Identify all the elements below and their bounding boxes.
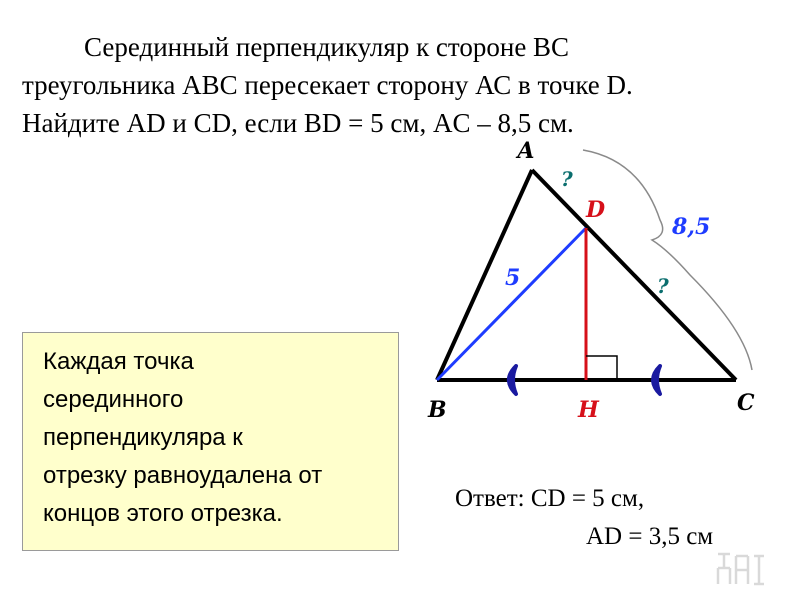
side-ac <box>532 170 736 380</box>
theorem-line-4: отрезку равноудалена от <box>43 462 323 489</box>
theorem-box <box>22 332 399 551</box>
length-brace <box>583 150 752 370</box>
problem-line-1: Серединный перпендикуляр к стороне ВС <box>84 32 570 62</box>
theorem-line-5: концов этого отрезка. <box>43 500 283 527</box>
watermark-logo <box>714 548 766 588</box>
label-c: С <box>737 390 755 416</box>
theorem-text <box>43 343 393 533</box>
label-b: В <box>428 397 447 423</box>
theorem-line-2: серединного <box>43 386 184 413</box>
tick-mark-hc <box>653 366 660 394</box>
right-angle-mark <box>586 356 617 380</box>
label-h: Н <box>578 397 599 423</box>
tick-mark-bh <box>509 366 516 394</box>
label-ad-unknown: ? <box>561 167 573 191</box>
answer-line-2: AD = 3,5 см <box>586 523 714 550</box>
answer-line-1: Ответ: CD = 5 см, <box>455 485 645 512</box>
theorem-line-3: перпендикуляра к <box>43 424 243 451</box>
label-d: D <box>586 197 606 223</box>
label-bd-length: 5 <box>505 265 521 291</box>
label-ac-length: 8,5 <box>672 214 711 240</box>
label-dc-unknown: ? <box>657 274 669 298</box>
problem-line-3: Найдите AD и CD, если BD = 5 см, AC – 8,5 см. <box>22 108 574 138</box>
problem-line-2: треугольника АВС пересекает сторону АС в точке D. <box>22 70 633 100</box>
answer <box>455 480 713 556</box>
segment-bd <box>437 228 586 380</box>
theorem-line-1: Каждая точка <box>43 348 194 375</box>
label-a: А <box>517 138 535 164</box>
